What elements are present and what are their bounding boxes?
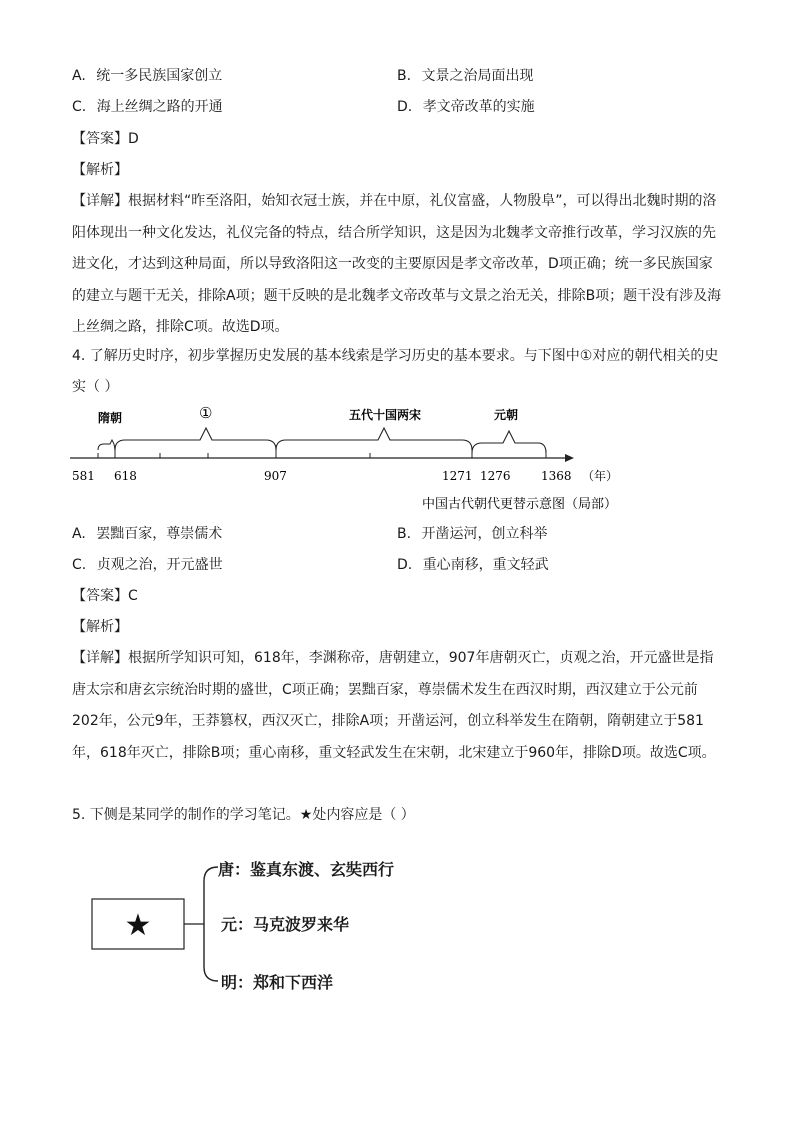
q5-stem: 5. 下侧是某同学的制作的学习笔记。★处内容应是（ ）: [72, 807, 415, 823]
year-1271: 1271: [442, 469, 473, 483]
q3-option-b-letter: B.: [397, 68, 412, 84]
label-wudai: 五代十国两宋: [349, 408, 422, 422]
q4-option-d-text: 重心南移，重文轻武: [422, 557, 549, 573]
q4-detail-text: 根据所学知识可知，618年，李渊称帝，唐朝建立，907年唐朝灭亡，贞观之治，开元盛世是指唐太宗和唐玄宗统治时期的盛世，C项正确；罢黜百家，尊崇儒术发生在西汉时期，西汉建立于公元前202年，公元9年，王莽篡权，西汉灭亡，排除A项；开凿运河，创立科举发生在隋朝，隋朝建立于581年，618年灭亡，排除B项；重心南移，重文轻武发生在宋朝，北宋建立于960年，排除D项。故选C项。: [72, 650, 716, 761]
q3-detail-text: 根据材料“昨至洛阳，始知衣冠士族，并在中原，礼仪富盛，人物殷阜”，可以得出北魏时期的洛阳体现出一种文化发达，礼仪完备的特点，结合所学知识，这是因为北魏孝文帝推行改革，学习汉族的先进文化，才达到这种局面，所以导致洛阳这一改变的主要原因是孝文帝改革，D项正确；统一多民族国家的建立与题干无关，排除A项；题干反映的是北魏孝文帝改革与文景之治无关，排除B项；题干没有涉及海上丝绸之路，排除C项。故选D项。: [72, 193, 722, 335]
dynasty-timeline-svg: [60, 398, 660, 518]
q3-option-b[interactable]: [397, 66, 534, 86]
q4-option-a-text: 罢黜百家，尊崇儒术: [96, 526, 223, 542]
year-unit: （年）: [582, 469, 619, 483]
q3-option-d[interactable]: [397, 97, 535, 117]
q3-detail: [72, 186, 724, 344]
note-item-ming: 明：郑和下西洋: [221, 973, 334, 992]
year-1368: 1368: [541, 469, 572, 483]
q4-detail: [72, 643, 724, 769]
q4-option-b[interactable]: [397, 524, 548, 544]
q3-option-c[interactable]: [72, 97, 223, 117]
q3-option-a-text: 统一多民族国家创立: [96, 68, 223, 84]
label-yuan: 元朝: [494, 408, 519, 422]
q4-detail-label: 【详解】: [72, 650, 128, 666]
label-circle1: ①: [199, 404, 213, 422]
q4-option-b-text: 开凿运河，创立科举: [421, 526, 548, 542]
star-icon: ★: [124, 908, 152, 943]
q4-stem-line1: 4. 了解历史时序，初步掌握历史发展的基本线索是学习历史的基本要求。与下图中①对应的朝代相关的史: [72, 348, 719, 364]
note-item-tang: 唐：鉴真东渡、玄奘西行: [218, 860, 395, 879]
year-907: 907: [264, 469, 287, 483]
q3-option-c-letter: C.: [72, 99, 87, 115]
year-1276: 1276: [480, 469, 511, 483]
dynasty-timeline: [60, 398, 660, 518]
q3-answer-label: 【答案】: [72, 131, 128, 147]
q3-option-a[interactable]: [72, 66, 222, 86]
q4-option-c-letter: C.: [72, 557, 87, 573]
q4-option-d[interactable]: [397, 555, 549, 575]
q4-answer-value: C: [128, 588, 138, 604]
timeline-caption: 中国古代朝代更替示意图（局部）: [422, 497, 618, 512]
q3-answer-value: D: [128, 131, 139, 147]
year-581: 581: [72, 469, 95, 483]
q4-option-a[interactable]: [72, 524, 222, 544]
q4-option-c[interactable]: [72, 555, 223, 575]
q3-option-d-letter: D.: [397, 99, 413, 115]
label-sui: 隋朝: [98, 411, 123, 425]
q4-answer-label: 【答案】: [72, 588, 128, 604]
q4-option-b-letter: B.: [397, 526, 412, 542]
q3-option-b-text: 文景之治局面出现: [421, 68, 534, 84]
q4-answer: [72, 586, 138, 606]
q4-option-a-letter: A.: [72, 526, 86, 542]
year-618: 618: [114, 469, 137, 483]
q3-option-d-text: 孝文帝改革的实施: [422, 99, 535, 115]
q3-option-a-letter: A.: [72, 68, 86, 84]
brace-circle1: [115, 428, 276, 450]
brace-yuan: [472, 431, 546, 453]
timeline-arrow: [565, 454, 574, 462]
q4-stem-line2: 实（ ）: [72, 379, 119, 395]
bracket: [204, 867, 218, 981]
note-item-yuan: 元：马克波罗来华: [221, 915, 350, 934]
q4-option-c-text: 贞观之治，开元盛世: [96, 557, 223, 573]
q3-option-c-text: 海上丝绸之路的开通: [96, 99, 223, 115]
q4-analysis-label: 【解析】: [72, 619, 128, 635]
q3-answer: [72, 129, 139, 149]
q3-analysis-label: 【解析】: [72, 162, 128, 178]
q3-detail-label: 【详解】: [72, 193, 128, 209]
study-note-diagram: [88, 845, 508, 1005]
brace-sui: [98, 440, 115, 450]
brace-wudai: [276, 428, 472, 450]
q4-option-d-letter: D.: [397, 557, 413, 573]
